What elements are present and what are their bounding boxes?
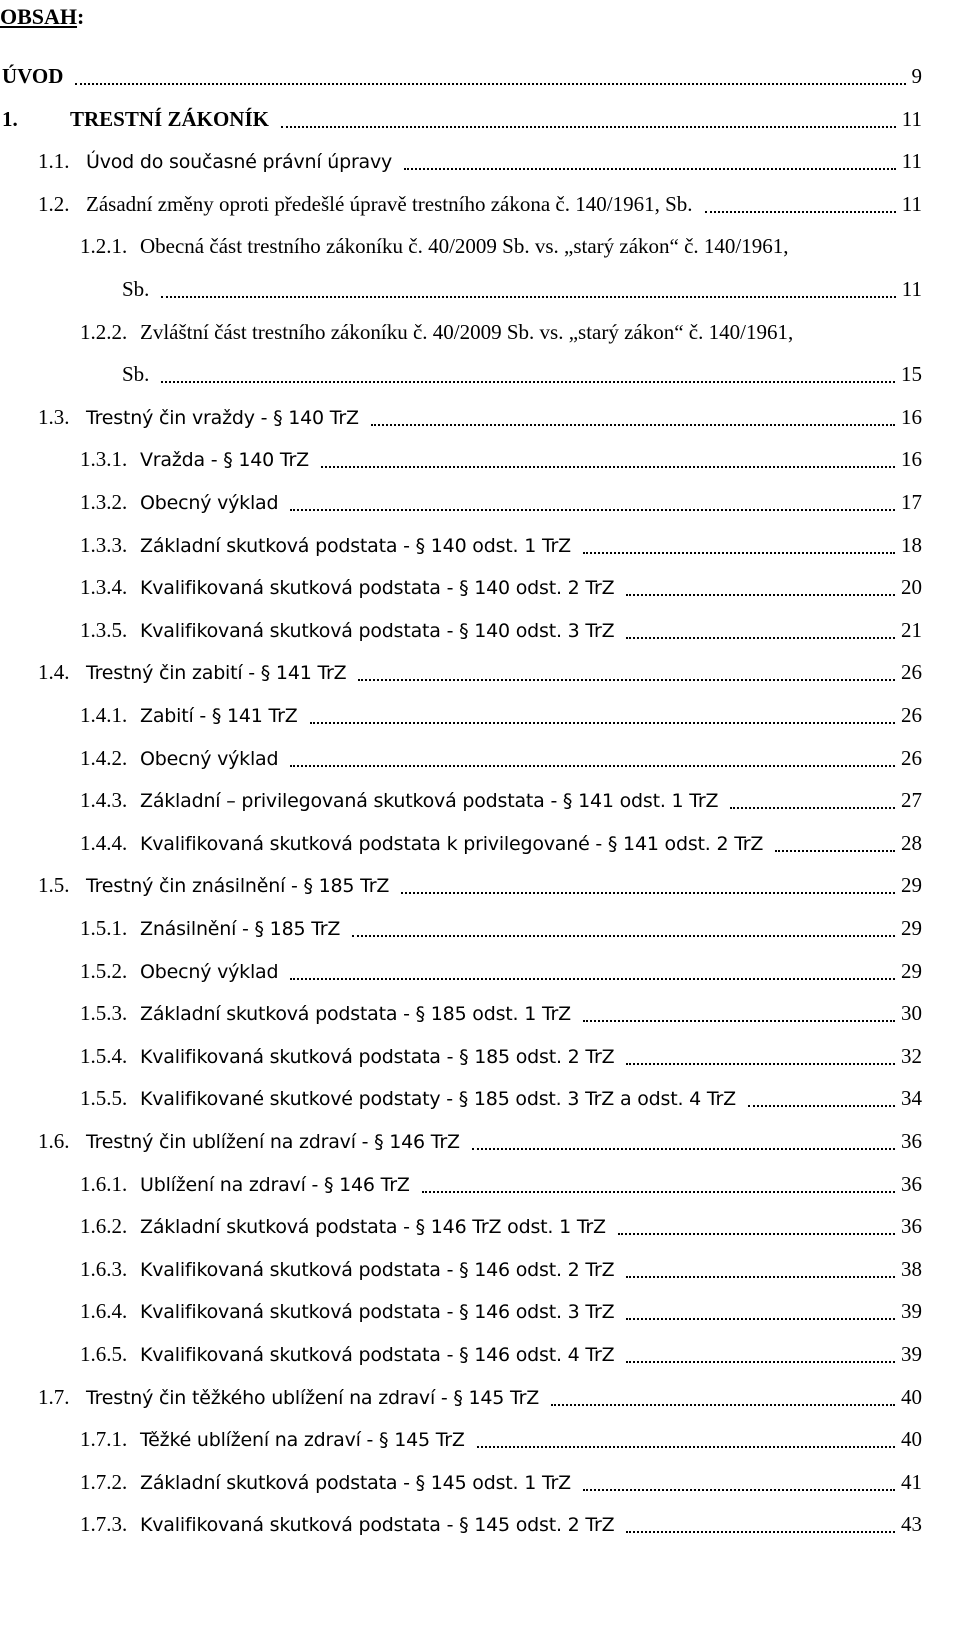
toc-entry-page: 32 — [901, 1044, 922, 1068]
toc-entry-number: 1.3.2. — [80, 490, 128, 514]
toc-dot-leader — [583, 1020, 895, 1022]
toc-entry[interactable] — [80, 1340, 922, 1369]
toc-entry-title: Základní skutková podstata - § 146 TrZ odst. 1 TrZ — [140, 1216, 606, 1238]
toc-entry-number: 1.3.3. — [80, 533, 128, 557]
toc-dot-leader — [551, 1404, 895, 1406]
toc-entry[interactable] — [80, 1468, 922, 1497]
toc-chapter-entry[interactable] — [2, 62, 922, 90]
toc-dot-leader — [626, 1361, 895, 1363]
toc-dot-leader — [290, 765, 895, 767]
toc-entry[interactable] — [80, 744, 922, 773]
toc-dot-leader — [730, 807, 895, 809]
toc-entry-page: 26 — [901, 703, 922, 727]
toc-entry[interactable] — [80, 786, 922, 815]
toc-entry-page: 9 — [911, 64, 922, 88]
toc-entry-page: 36 — [901, 1214, 922, 1238]
toc-entry-page: 27 — [901, 788, 922, 812]
toc-entry-page: 11 — [901, 107, 922, 131]
toc-entry-number: 1.2. — [38, 192, 70, 216]
toc-dot-leader — [775, 850, 895, 852]
toc-dot-leader — [626, 1276, 895, 1278]
toc-entry[interactable] — [80, 573, 922, 602]
toc-entry-title: Základní skutková podstata - § 140 odst. 1 TrZ — [140, 535, 571, 557]
toc-entry-title: Základní skutková podstata - § 185 odst. 1 TrZ — [140, 1003, 571, 1025]
toc-entry[interactable] — [80, 1510, 922, 1539]
toc-entry-page: 26 — [901, 660, 922, 684]
toc-entry-number: 1.4. — [38, 660, 70, 684]
toc-entry-continuation[interactable] — [122, 360, 922, 388]
toc-entry-page: 29 — [901, 916, 922, 940]
toc-entry-number: 1.7. — [38, 1385, 70, 1409]
toc-entry-page: 28 — [901, 831, 922, 855]
toc-entry[interactable] — [80, 531, 922, 560]
toc-dot-leader — [75, 83, 905, 85]
toc-entry-number: 1. — [2, 107, 18, 131]
toc-dot-leader — [583, 1489, 895, 1491]
toc-entry-number: 1.4.2. — [80, 746, 128, 770]
toc-entry-page: 41 — [901, 1470, 922, 1494]
toc-entry-continuation[interactable] — [122, 275, 922, 303]
toc-entry-line[interactable] — [80, 232, 789, 260]
toc-entry-number: 1.5. — [38, 873, 70, 897]
toc-entry-number: 1.2.1. — [80, 234, 128, 258]
toc-entry-number: 1.2.2. — [80, 320, 128, 344]
toc-entry-page: 36 — [901, 1129, 922, 1153]
toc-entry-title: Trestný čin znásilnění - § 185 TrZ — [86, 875, 390, 897]
toc-dot-leader — [401, 892, 895, 894]
toc-dot-leader — [626, 1063, 895, 1065]
toc-entry-title: Kvalifikovaná skutková podstata - § 140 odst. 3 TrZ — [140, 620, 615, 642]
toc-entry-number: 1.7.3. — [80, 1512, 128, 1536]
toc-entry-number: 1.7.2. — [80, 1470, 128, 1494]
toc-entry-page: 34 — [901, 1086, 922, 1110]
toc-entry[interactable] — [38, 190, 922, 218]
toc-entry[interactable] — [38, 1383, 922, 1412]
toc-entry-page: 26 — [901, 746, 922, 770]
toc-entry-number: 1.6.4. — [80, 1299, 128, 1323]
toc-entry-title: Zvláštní část trestního zákoníku č. 40/2009 Sb. vs. „starý zákon“ č. 140/1961, — [140, 320, 794, 344]
toc-entry-page: 29 — [901, 873, 922, 897]
toc-entry-page: 16 — [901, 447, 922, 471]
toc-entry[interactable] — [80, 1212, 922, 1241]
toc-entry-number: 1.4.1. — [80, 703, 128, 727]
toc-dot-leader — [472, 1148, 895, 1150]
toc-entry-number: 1.6.2. — [80, 1214, 128, 1238]
toc-entry[interactable] — [80, 445, 922, 474]
toc-entry-title: Kvalifikovaná skutková podstata - § 146 odst. 4 TrZ — [140, 1344, 615, 1366]
toc-entry-title: Kvalifikovaná skutková podstata - § 145 odst. 2 TrZ — [140, 1514, 615, 1536]
toc-dot-leader — [748, 1105, 895, 1107]
toc-entry-page: 15 — [901, 362, 922, 386]
toc-entry[interactable] — [38, 871, 922, 900]
toc-entry[interactable] — [38, 403, 922, 432]
toc-dot-leader — [161, 296, 895, 298]
toc-dot-leader — [626, 1531, 895, 1533]
toc-entry[interactable] — [80, 616, 922, 645]
toc-dot-leader — [290, 509, 895, 511]
toc-entry[interactable] — [80, 1084, 922, 1113]
toc-dot-leader — [358, 679, 895, 681]
toc-chapter-entry[interactable] — [2, 105, 922, 133]
toc-entry-page: 11 — [901, 192, 922, 216]
toc-entry-title: Obecný výklad — [140, 748, 279, 770]
toc-entry-number: 1.5.4. — [80, 1044, 128, 1068]
toc-entry-page: 43 — [901, 1512, 922, 1536]
toc-dot-leader — [310, 722, 895, 724]
toc-entry-number: 1.4.3. — [80, 788, 128, 812]
toc-entry-title: Zásadní změny oproti předešlé úpravě trestního zákona č. 140/1961, Sb. — [86, 192, 693, 216]
toc-entry-number: 1.5.2. — [80, 959, 128, 983]
toc-entry-page: 40 — [901, 1427, 922, 1451]
toc-entry-title: Kvalifikovaná skutková podstata - § 140 odst. 2 TrZ — [140, 577, 615, 599]
toc-entry-title: ÚVOD — [2, 64, 64, 88]
toc-entry-number: 1.3. — [38, 405, 70, 429]
toc-entry[interactable] — [80, 488, 922, 517]
toc-entry-page: 11 — [901, 277, 922, 301]
toc-entry-title: Kvalifikovaná skutková podstata k privilegované - § 141 odst. 2 TrZ — [140, 833, 764, 855]
toc-entry[interactable] — [80, 829, 922, 858]
toc-heading — [0, 2, 84, 32]
toc-entry-number: 1.5.1. — [80, 916, 128, 940]
toc-entry-line[interactable] — [80, 318, 793, 346]
toc-entry-continuation-text: Sb. — [122, 362, 150, 386]
toc-entry-title: TRESTNÍ ZÁKONÍK — [70, 107, 269, 131]
toc-entry-title: Kvalifikovaná skutková podstata - § 146 odst. 3 TrZ — [140, 1301, 615, 1323]
toc-dot-leader — [281, 126, 896, 128]
toc-entry-number: 1.4.4. — [80, 831, 128, 855]
toc-entry-page: 40 — [901, 1385, 922, 1409]
toc-dot-leader — [371, 424, 895, 426]
toc-heading-label: OBSAH — [0, 4, 78, 29]
toc-dot-leader — [161, 381, 895, 383]
toc-dot-leader — [477, 1446, 895, 1448]
toc-dot-leader — [404, 168, 896, 170]
toc-entry-number: 1.6.3. — [80, 1257, 128, 1281]
toc-dot-leader — [422, 1191, 895, 1193]
toc-dot-leader — [626, 594, 895, 596]
toc-entry-page: 30 — [901, 1001, 922, 1025]
toc-entry-number: 1.5.5. — [80, 1086, 128, 1110]
toc-entry[interactable] — [80, 1170, 922, 1199]
toc-entry[interactable] — [80, 701, 922, 730]
toc-entry-title: Kvalifikovaná skutková podstata - § 146 odst. 2 TrZ — [140, 1259, 615, 1281]
toc-entry-title: Základní – privilegovaná skutková podstata - § 141 odst. 1 TrZ — [140, 790, 719, 812]
toc-entry-title: Vražda - § 140 TrZ — [140, 449, 309, 471]
toc-entry[interactable] — [80, 1042, 922, 1071]
toc-entry-title: Obecný výklad — [140, 961, 279, 983]
toc-entry-number: 1.3.5. — [80, 618, 128, 642]
toc-entry-continuation-text: Sb. — [122, 277, 150, 301]
toc-entry-number: 1.6.5. — [80, 1342, 128, 1366]
toc-heading-suffix: : — [77, 4, 85, 29]
toc-entry[interactable] — [38, 1127, 922, 1156]
toc-entry-title: Kvalifikovaná skutková podstata - § 185 odst. 2 TrZ — [140, 1046, 615, 1068]
toc-entry-title: Trestný čin vraždy - § 140 TrZ — [86, 407, 359, 429]
toc-entry-title: Trestný čin těžkého ublížení na zdraví - § 145 TrZ — [86, 1387, 540, 1409]
toc-entry-title: Úvod do současné právní úpravy — [86, 151, 393, 173]
toc-entry[interactable] — [38, 658, 922, 687]
toc-dot-leader — [618, 1233, 895, 1235]
toc-entry-page: 38 — [901, 1257, 922, 1281]
toc-entry-number: 1.6. — [38, 1129, 70, 1153]
toc-entry[interactable] — [80, 1255, 922, 1284]
toc-entry-page: 39 — [901, 1342, 922, 1366]
toc-entry-title: Obecný výklad — [140, 492, 279, 514]
toc-entry-title: Ublížení na zdraví - § 146 TrZ — [140, 1174, 410, 1196]
toc-entry-title: Kvalifikované skutkové podstaty - § 185 odst. 3 TrZ a odst. 4 TrZ — [140, 1088, 736, 1110]
toc-entry-page: 18 — [901, 533, 922, 557]
toc-entry-number: 1.1. — [38, 149, 70, 173]
toc-entry-title: Znásilnění - § 185 TrZ — [140, 918, 341, 940]
toc-entry[interactable] — [80, 1297, 922, 1326]
toc-dot-leader — [626, 1318, 895, 1320]
toc-entry-title: Zabití - § 141 TrZ — [140, 705, 298, 727]
toc-entry-title: Trestný čin zabití - § 141 TrZ — [86, 662, 347, 684]
toc-entry-number: 1.5.3. — [80, 1001, 128, 1025]
toc-entry-page: 17 — [901, 490, 922, 514]
toc-entry[interactable] — [80, 999, 922, 1028]
toc-dot-leader — [626, 637, 895, 639]
toc-entry-page: 36 — [901, 1172, 922, 1196]
toc-entry-page: 16 — [901, 405, 922, 429]
toc-entry-number: 1.3.4. — [80, 575, 128, 599]
toc-entry-number: 1.3.1. — [80, 447, 128, 471]
toc-entry-page: 29 — [901, 959, 922, 983]
toc-dot-leader — [583, 552, 895, 554]
toc-entry-title: Obecná část trestního zákoníku č. 40/2009 Sb. vs. „starý zákon“ č. 140/1961, — [140, 234, 789, 258]
toc-dot-leader — [290, 978, 895, 980]
toc-entry[interactable] — [80, 1425, 922, 1454]
toc-entry[interactable] — [80, 957, 922, 986]
toc-entry-number: 1.7.1. — [80, 1427, 128, 1451]
toc-entry-title: Základní skutková podstata - § 145 odst. 1 TrZ — [140, 1472, 571, 1494]
toc-dot-leader — [705, 211, 896, 213]
toc-entry-page: 21 — [901, 618, 922, 642]
toc-entry[interactable] — [38, 147, 922, 176]
toc-dot-leader — [352, 935, 895, 937]
toc-entry-page: 39 — [901, 1299, 922, 1323]
toc-entry-number: 1.6.1. — [80, 1172, 128, 1196]
toc-entry-page: 20 — [901, 575, 922, 599]
toc-entry-title: Těžké ublížení na zdraví - § 145 TrZ — [140, 1429, 465, 1451]
toc-entry-page: 11 — [901, 149, 922, 173]
toc-dot-leader — [321, 466, 895, 468]
toc-entry-title: Trestný čin ublížení na zdraví - § 146 TrZ — [86, 1131, 460, 1153]
toc-entry[interactable] — [80, 914, 922, 943]
